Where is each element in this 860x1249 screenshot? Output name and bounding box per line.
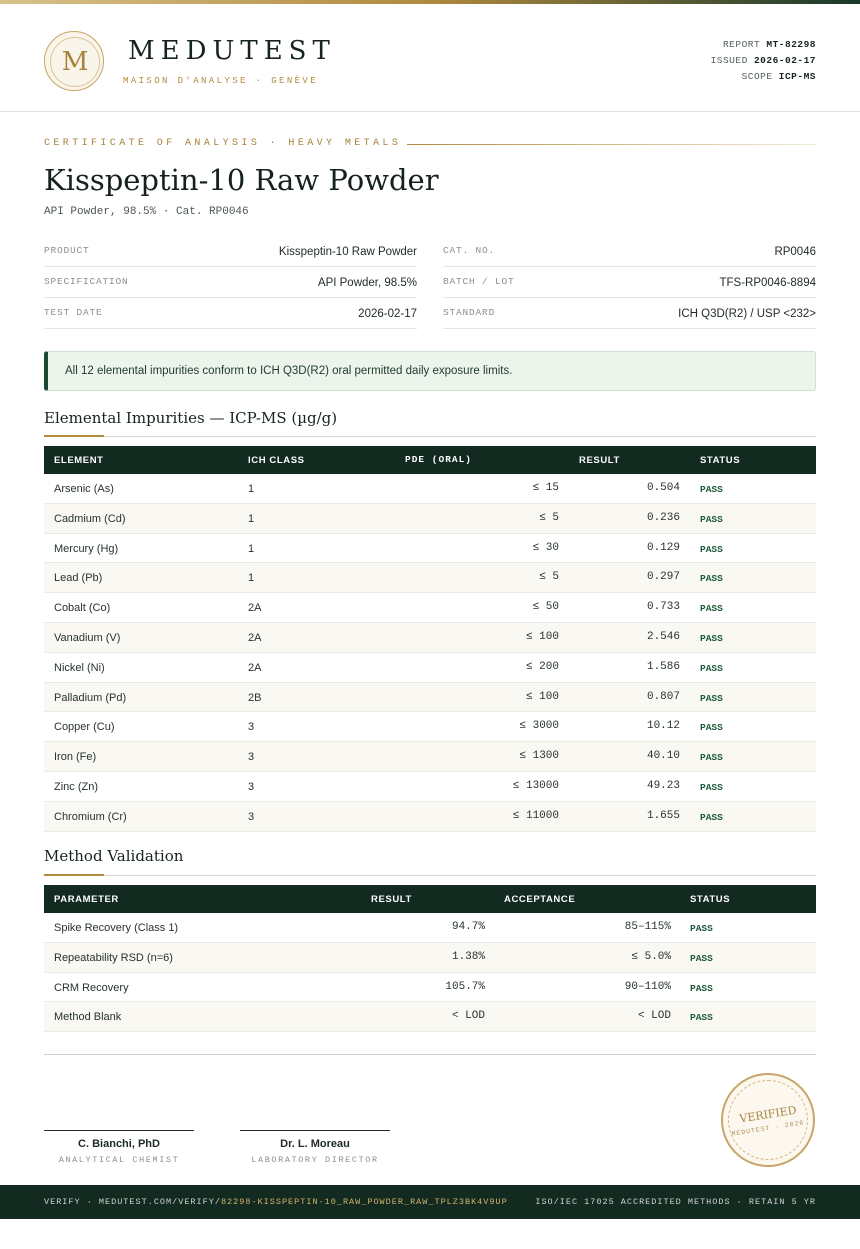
cell-element: Iron (Fe) <box>54 751 97 764</box>
validation-table <box>44 885 816 1032</box>
cell-element: Palladium (Pd) <box>54 691 127 704</box>
cell-pde: ≤ 1300 <box>519 750 559 763</box>
cell-element: Arsenic (As) <box>54 483 114 495</box>
cell-result: 0.504 <box>646 482 680 494</box>
cell-pde: ≤ 11000 <box>512 809 559 822</box>
cell-pde: ≤ 30 <box>532 541 559 554</box>
cell-acceptance: 90–110% <box>624 980 671 993</box>
cell-ich-class: 1 <box>248 512 255 525</box>
table-row <box>44 712 816 742</box>
cell-ich-class: 3 <box>248 810 255 823</box>
info-cat-no <box>443 237 816 267</box>
info-label: TEST DATE <box>44 307 103 318</box>
info-value: ICH Q3D(R2) / USP <232> <box>678 308 816 320</box>
cell-status: PASS <box>700 692 723 704</box>
brand-name: MEDUTEST <box>128 36 336 66</box>
footer-divider <box>44 1054 816 1055</box>
info-value: TFS-RP0046-8894 <box>719 277 816 289</box>
validation-table-body <box>44 913 816 1032</box>
table-row <box>44 474 816 504</box>
table-row <box>44 534 816 564</box>
table-row <box>44 802 816 832</box>
col-header-class: ICH CLASS <box>248 455 305 466</box>
cell-result: 0.807 <box>646 690 680 703</box>
cell-status: PASS <box>700 752 723 764</box>
verify-code: 82298-KISSPEPTIN-10_RAW_POWDER_RAW_TPLZ3BK4V9UP <box>220 1197 508 1207</box>
cell-pde: ≤ 5 <box>539 511 559 524</box>
cell-result: 49.23 <box>646 779 680 792</box>
info-product <box>44 237 417 267</box>
cell-ich-class: 1 <box>248 542 255 555</box>
cell-ich-class: 2A <box>248 631 262 644</box>
info-standard <box>443 299 816 329</box>
col-header-element: ELEMENT <box>54 455 104 466</box>
table-row <box>44 1002 816 1032</box>
cell-parameter: Repeatability RSD (n=6) <box>54 951 173 964</box>
cell-pde: ≤ 13000 <box>512 779 559 792</box>
conformity-notice-text: All 12 elemental impurities conform to ICH Q3D(R2) oral permitted daily exposure limits. <box>65 365 513 377</box>
col-header-parameter: PARAMETER <box>54 894 119 905</box>
cell-ich-class: 2B <box>248 691 262 704</box>
cell-result: 0.129 <box>646 541 680 554</box>
table-row <box>44 563 816 593</box>
signatory-role: ANALYTICAL CHEMIST <box>58 1155 180 1165</box>
cell-element: Lead (Pb) <box>54 572 103 585</box>
cell-element: Chromium (Cr) <box>54 810 127 823</box>
brand-tagline: MAISON D'ANALYSE · GENÈVE <box>123 76 319 86</box>
col-header-result: RESULT <box>579 455 620 466</box>
cell-ich-class: 1 <box>248 483 255 495</box>
col-header-acceptance: ACCEPTANCE <box>504 894 576 905</box>
cell-result: < LOD <box>451 1010 485 1023</box>
cell-element: Nickel (Ni) <box>54 661 105 674</box>
cell-status: PASS <box>690 952 713 964</box>
col-header-pde: PDE (ORAL) <box>405 454 473 465</box>
cell-status: PASS <box>700 632 723 644</box>
impurities-heading: Elemental Impurities — ICP-MS (µg/g) <box>44 409 338 427</box>
cell-element: Cadmium (Cd) <box>54 512 126 525</box>
table-row <box>44 772 816 802</box>
impurities-table <box>44 446 816 832</box>
signatory-name: Dr. L. Moreau <box>280 1138 350 1150</box>
info-batch <box>443 268 816 298</box>
cell-result: 40.10 <box>646 750 680 763</box>
cell-ich-class: 3 <box>248 751 255 764</box>
info-value: RP0046 <box>774 246 816 258</box>
cell-pde: ≤ 3000 <box>519 720 559 733</box>
page-subtitle: API Powder, 98.5% · Cat. RP0046 <box>44 206 249 218</box>
cell-result: 0.236 <box>646 511 680 524</box>
validation-heading-rule <box>44 875 816 876</box>
table-row <box>44 623 816 653</box>
cell-pde: ≤ 15 <box>532 482 559 494</box>
verified-seal <box>721 1073 815 1167</box>
scope: SCOPE ICP-MS <box>741 71 816 82</box>
cell-parameter: CRM Recovery <box>54 981 129 994</box>
info-value: Kisspeptin-10 Raw Powder <box>278 246 417 258</box>
impurities-heading-rule <box>44 436 816 437</box>
cell-parameter: Spike Recovery (Class 1) <box>54 922 179 934</box>
footer-bar <box>0 1185 860 1219</box>
col-header-result: RESULT <box>371 894 412 905</box>
cell-result: 1.38% <box>451 950 485 963</box>
impurities-table-header <box>44 446 816 474</box>
cell-result: 0.733 <box>646 601 680 614</box>
cell-result: 105.7% <box>445 980 485 993</box>
validation-heading: Method Validation <box>44 847 184 865</box>
cell-status: PASS <box>690 923 713 934</box>
cell-status: PASS <box>700 662 723 674</box>
cell-pde: ≤ 200 <box>525 660 559 673</box>
conformity-notice <box>44 351 816 391</box>
cell-result: 1.586 <box>646 660 680 673</box>
brand-logo-letter: M <box>61 47 89 77</box>
table-row <box>44 653 816 683</box>
cell-acceptance: < LOD <box>637 1010 671 1023</box>
table-row <box>44 943 816 973</box>
report-number: REPORT MT-82298 <box>722 39 816 50</box>
cell-status: PASS <box>700 603 723 615</box>
cell-element: Vanadium (V) <box>54 631 121 644</box>
cell-pde: ≤ 100 <box>525 630 559 643</box>
info-value: API Powder, 98.5% <box>317 277 417 289</box>
table-row <box>44 683 816 713</box>
cell-acceptance: 85–115% <box>624 921 671 933</box>
cell-status: PASS <box>700 811 723 823</box>
cell-ich-class: 1 <box>248 572 255 585</box>
info-label: CAT. NO. <box>443 245 496 256</box>
col-header-status: STATUS <box>700 455 741 466</box>
cell-ich-class: 2A <box>248 602 262 615</box>
info-label: BATCH / LOT <box>443 276 515 287</box>
signatory-role: LABORATORY DIRECTOR <box>251 1155 379 1165</box>
cell-pde: ≤ 100 <box>525 690 559 703</box>
seal-subtext: MEDUTEST · 2026 <box>731 1119 805 1138</box>
cell-status: PASS <box>700 543 723 555</box>
issued-date: ISSUED 2026-02-17 <box>710 55 816 66</box>
info-value: 2026-02-17 <box>358 308 417 320</box>
cell-acceptance: ≤ 5.0% <box>631 950 671 963</box>
cell-result: 2.546 <box>646 630 680 643</box>
cell-result: 10.12 <box>646 720 680 733</box>
cell-pde: ≤ 5 <box>539 571 559 584</box>
page-title: Kisspeptin-10 Raw Powder <box>44 163 439 197</box>
cell-element: Cobalt (Co) <box>54 602 111 615</box>
page-header <box>0 4 860 112</box>
signatory-name: C. Bianchi, PhD <box>78 1138 160 1150</box>
cell-status: PASS <box>700 513 723 525</box>
table-row <box>44 742 816 772</box>
seal-text: VERIFIED <box>738 1103 798 1126</box>
table-row <box>44 913 816 943</box>
cell-element: Mercury (Hg) <box>54 542 119 555</box>
table-row <box>44 973 816 1003</box>
cell-element: Zinc (Zn) <box>54 780 98 793</box>
cell-result: 0.297 <box>646 571 680 584</box>
info-label: STANDARD <box>443 307 496 318</box>
cell-ich-class: 3 <box>248 780 255 793</box>
cell-status: PASS <box>690 1012 713 1024</box>
signature-analyst <box>44 1130 194 1165</box>
brand-logo <box>44 31 104 91</box>
info-label: PRODUCT <box>44 245 90 256</box>
impurities-table-body <box>44 474 816 832</box>
cell-parameter: Method Blank <box>54 1011 122 1024</box>
cell-status: PASS <box>700 781 723 793</box>
verify-link[interactable]: VERIFY · MEDUTEST.COM/VERIFY/82298-KISSPEPTIN-10_RAW_POWDER_RAW_TPLZ3BK4V9UP <box>44 1197 508 1207</box>
cell-ich-class: 3 <box>248 721 255 734</box>
cell-status: PASS <box>700 573 723 585</box>
validation-table-header <box>44 885 816 913</box>
table-row <box>44 504 816 534</box>
table-row <box>44 593 816 623</box>
cell-status: PASS <box>700 722 723 734</box>
certificate-label: CERTIFICATE OF ANALYSIS · HEAVY METALS <box>44 138 402 149</box>
col-header-status: STATUS <box>690 894 731 905</box>
accreditation-note: ISO/IEC 17025 ACCREDITED METHODS · RETAIN 5 YR <box>535 1197 816 1207</box>
cell-ich-class: 2A <box>248 661 262 674</box>
certificate-label-rule <box>407 144 816 145</box>
info-label: SPECIFICATION <box>44 276 129 287</box>
cell-result: 1.655 <box>646 809 680 822</box>
report-meta <box>711 37 816 85</box>
cell-result: 94.7% <box>451 921 485 933</box>
cell-status: PASS <box>690 982 713 994</box>
cell-status: PASS <box>700 484 723 495</box>
info-test-date <box>44 299 417 329</box>
cell-element: Copper (Cu) <box>54 721 115 734</box>
info-specification <box>44 268 417 298</box>
cell-pde: ≤ 50 <box>532 601 559 614</box>
signature-director <box>240 1130 390 1165</box>
